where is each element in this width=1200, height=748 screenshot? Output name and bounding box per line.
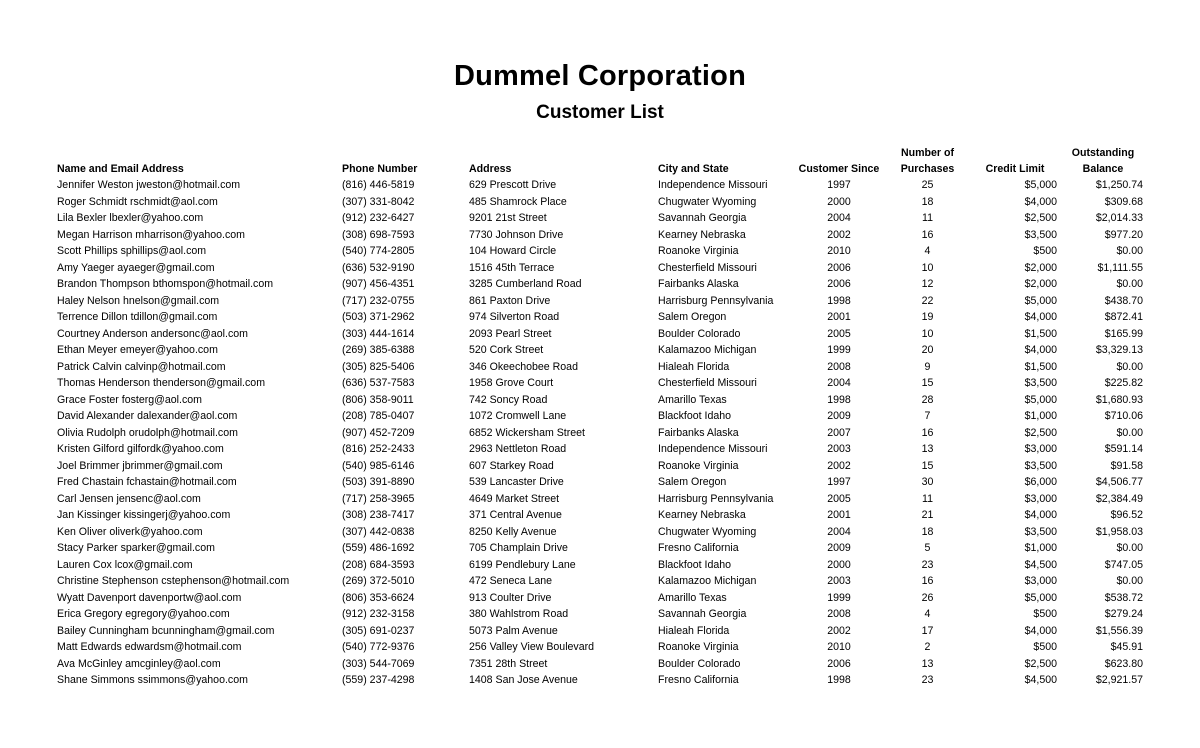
cell-purchases: 10 [921, 327, 934, 340]
cell-purchases: 18 [921, 195, 934, 208]
cell-customer-since: 2007 [827, 426, 851, 439]
cell-name: Shane Simmons ssimmons@yahoo.com [57, 674, 248, 686]
cell-name: Wyatt Davenport davenportw@aol.com [57, 591, 242, 604]
cell-balance: $438.70 [1104, 294, 1143, 307]
cell-credit-limit: $1,500 [1024, 327, 1057, 340]
cell-phone: (307) 331-8042 [342, 195, 415, 208]
cell-address: 974 Silverton Road [469, 311, 560, 323]
cell-phone: (307) 442-0838 [342, 525, 415, 538]
cell-city-state: Hialeah Florida [658, 360, 730, 373]
cell-city-state: Hialeah Florida [658, 624, 730, 637]
cell-customer-since: 2006 [827, 278, 851, 290]
cell-purchases: 4 [924, 608, 931, 620]
table-row [54, 359, 1146, 376]
cell-credit-limit: $5,000 [1024, 393, 1057, 406]
cell-credit-limit: $4,500 [1024, 674, 1057, 686]
cell-purchases: 22 [921, 294, 934, 307]
cell-phone: (305) 825-5406 [342, 360, 415, 373]
table-row [54, 441, 1146, 458]
cell-credit-limit: $2,500 [1024, 212, 1057, 224]
cell-city-state: Chugwater Wyoming [658, 195, 757, 208]
cell-balance: $977.20 [1104, 228, 1143, 241]
cell-city-state: Kalamazoo Michigan [658, 575, 757, 587]
cell-customer-since: 2002 [827, 624, 851, 637]
column-header-balance [1060, 145, 1146, 177]
cell-customer-since: 1999 [827, 591, 851, 604]
column-header-address: Address [469, 162, 512, 175]
column-header-since: Customer Since [798, 162, 880, 175]
cell-customer-since: 2005 [827, 492, 851, 505]
column-header-phone: Phone Number [342, 162, 418, 175]
cell-balance: $591.14 [1104, 443, 1143, 455]
cell-balance: $0.00 [1116, 426, 1143, 439]
cell-city-state: Independence Missouri [658, 179, 768, 191]
cell-phone: (912) 232-3158 [342, 608, 415, 620]
cell-address: 3285 Cumberland Road [469, 278, 582, 290]
table-row [54, 375, 1146, 392]
cell-phone: (303) 544-7069 [342, 657, 415, 670]
cell-customer-since: 2006 [827, 261, 851, 274]
cell-purchases: 11 [922, 212, 933, 224]
cell-credit-limit: $500 [1033, 641, 1057, 653]
cell-city-state: Salem Oregon [658, 476, 727, 488]
cell-address: 913 Coulter Drive [469, 591, 552, 604]
cell-phone: (540) 985-6146 [342, 459, 415, 472]
cell-customer-since: 2000 [827, 558, 851, 571]
cell-city-state: Harrisburg Pennsylvania [658, 294, 774, 307]
cell-phone: (636) 537-7583 [342, 377, 415, 389]
cell-purchases: 13 [921, 443, 934, 455]
table-header-row [54, 145, 1146, 177]
cell-credit-limit: $2,000 [1024, 278, 1057, 290]
cell-phone: (806) 358-9011 [342, 393, 414, 406]
cell-phone: (503) 391-8890 [342, 476, 415, 488]
cell-balance: $710.06 [1104, 410, 1143, 422]
cell-balance: $538.72 [1104, 591, 1143, 604]
cell-city-state: Roanoke Virginia [658, 641, 739, 653]
cell-customer-since: 2004 [827, 525, 851, 538]
cell-customer-since: 2005 [827, 327, 851, 340]
cell-credit-limit: $2,500 [1024, 426, 1057, 439]
cell-address: 1516 45th Terrace [469, 261, 555, 274]
cell-balance: $1,680.93 [1095, 393, 1143, 406]
cell-purchases: 26 [921, 591, 934, 604]
cell-balance: $3,329.13 [1095, 344, 1143, 356]
cell-balance: $2,014.33 [1095, 212, 1143, 224]
cell-name: Jan Kissinger kissingerj@yahoo.com [57, 509, 231, 521]
cell-credit-limit: $4,000 [1024, 195, 1057, 208]
cell-phone: (907) 456-4351 [342, 278, 415, 290]
cell-purchases: 16 [921, 228, 934, 241]
cell-purchases: 4 [924, 245, 931, 257]
cell-name: Lauren Cox lcox@gmail.com [57, 558, 193, 571]
table-row [54, 408, 1146, 425]
cell-purchases: 16 [921, 575, 934, 587]
cell-phone: (269) 385-6388 [342, 344, 415, 356]
column-header-purchases-line1: Number of [901, 147, 954, 159]
cell-purchases: 7 [924, 410, 931, 422]
cell-name: Ava McGinley amcginley@aol.com [57, 657, 221, 670]
cell-phone: (806) 353-6624 [342, 591, 415, 604]
column-header-credit: Credit Limit [985, 162, 1045, 175]
cell-phone: (912) 232-6427 [342, 212, 415, 224]
cell-name: Lila Bexler lbexler@yahoo.com [57, 212, 204, 224]
cell-credit-limit: $3,000 [1024, 443, 1057, 455]
cell-name: Matt Edwards edwardsm@hotmail.com [57, 641, 242, 653]
cell-customer-since: 2002 [827, 228, 851, 241]
cell-customer-since: 2003 [827, 575, 851, 587]
cell-purchases: 19 [921, 311, 934, 323]
cell-customer-since: 2001 [827, 311, 851, 323]
table-body [54, 177, 1146, 689]
cell-city-state: Kalamazoo Michigan [658, 344, 757, 356]
cell-credit-limit: $4,000 [1024, 344, 1057, 356]
cell-credit-limit: $1,000 [1024, 542, 1057, 554]
customer-table [54, 145, 1146, 689]
cell-name: Scott Phillips sphillips@aol.com [57, 245, 207, 257]
cell-purchases: 16 [921, 426, 934, 439]
cell-balance: $623.80 [1104, 657, 1143, 670]
cell-address: 2963 Nettleton Road [469, 443, 567, 455]
cell-credit-limit: $3,500 [1024, 228, 1057, 241]
cell-city-state: Boulder Colorado [658, 327, 741, 340]
cell-city-state: Kearney Nebraska [658, 509, 746, 521]
cell-purchases: 21 [921, 509, 934, 521]
table-row [54, 425, 1146, 442]
cell-name: Terrence Dillon tdillon@gmail.com [57, 311, 218, 323]
cell-credit-limit: $4,000 [1024, 624, 1057, 637]
cell-balance: $747.05 [1104, 558, 1143, 571]
cell-name: Fred Chastain fchastain@hotmail.com [57, 476, 237, 488]
cell-purchases: 17 [921, 624, 934, 637]
cell-credit-limit: $5,000 [1024, 591, 1057, 604]
page-subtitle: Customer List [536, 102, 664, 123]
cell-balance: $309.68 [1104, 195, 1143, 208]
cell-purchases: 23 [921, 674, 934, 686]
cell-purchases: 12 [921, 278, 934, 290]
cell-customer-since: 2001 [827, 509, 851, 521]
table-row [54, 491, 1146, 508]
cell-credit-limit: $3,500 [1024, 525, 1057, 538]
cell-purchases: 20 [921, 344, 934, 356]
cell-city-state: Fresno California [658, 542, 739, 554]
cell-city-state: Fairbanks Alaska [658, 426, 739, 439]
cell-name: Thomas Henderson thenderson@gmail.com [57, 377, 266, 389]
cell-credit-limit: $3,000 [1024, 492, 1057, 505]
cell-phone: (308) 698-7593 [342, 228, 415, 241]
cell-name: Erica Gregory egregory@yahoo.com [57, 608, 230, 620]
cell-credit-limit: $1,000 [1024, 410, 1057, 422]
cell-customer-since: 1997 [827, 179, 851, 191]
table-row [54, 392, 1146, 409]
cell-city-state: Roanoke Virginia [658, 245, 739, 257]
cell-balance: $96.52 [1110, 509, 1143, 521]
cell-phone: (308) 238-7417 [342, 509, 415, 521]
cell-balance: $225.82 [1104, 377, 1143, 389]
cell-purchases: 18 [921, 525, 934, 538]
cell-phone: (540) 772-9376 [342, 641, 415, 653]
cell-customer-since: 2009 [827, 542, 851, 554]
cell-address: 256 Valley View Boulevard [469, 641, 595, 653]
cell-name: Bailey Cunningham bcunningham@gmail.com [57, 624, 275, 637]
cell-purchases: 15 [921, 377, 934, 389]
cell-address: 6852 Wickersham Street [469, 426, 585, 439]
cell-address: 346 Okeechobee Road [469, 360, 578, 373]
cell-balance: $1,250.74 [1095, 179, 1143, 191]
column-header-city: City and State [658, 162, 729, 175]
cell-address: 705 Champlain Drive [469, 542, 568, 554]
cell-city-state: Kearney Nebraska [658, 228, 746, 241]
cell-phone: (269) 372-5010 [342, 575, 415, 587]
cell-city-state: Blackfoot Idaho [658, 558, 732, 571]
cell-name: Christine Stephenson cstephenson@hotmail.com [57, 575, 290, 587]
cell-phone: (208) 684-3593 [342, 558, 415, 571]
cell-city-state: Harrisburg Pennsylvania [658, 492, 774, 505]
cell-address: 539 Lancaster Drive [469, 476, 564, 488]
cell-address: 9201 21st Street [469, 212, 547, 224]
table-row [54, 590, 1146, 607]
cell-address: 7351 28th Street [469, 657, 548, 670]
cell-city-state: Chesterfield Missouri [658, 377, 757, 389]
cell-credit-limit: $1,500 [1024, 360, 1057, 373]
cell-city-state: Amarillo Texas [658, 393, 727, 406]
cell-customer-since: 2010 [827, 641, 851, 653]
table-row [54, 507, 1146, 524]
table-row [54, 672, 1146, 689]
cell-credit-limit: $4,000 [1024, 311, 1057, 323]
table-row [54, 639, 1146, 656]
cell-name: Ken Oliver oliverk@yahoo.com [57, 525, 203, 538]
cell-address: 8250 Kelly Avenue [469, 525, 557, 538]
cell-purchases: 5 [924, 542, 931, 554]
cell-address: 6199 Pendlebury Lane [469, 558, 576, 571]
table-row [54, 573, 1146, 590]
cell-customer-since: 2008 [827, 360, 851, 373]
cell-customer-since: 1997 [827, 476, 851, 488]
cell-city-state: Amarillo Texas [658, 591, 727, 604]
column-header-purchases-line2: Purchases [900, 162, 955, 175]
cell-address: 4649 Market Street [469, 492, 560, 505]
column-header-purchases [885, 145, 970, 177]
cell-phone: (503) 371-2962 [342, 311, 415, 323]
table-row [54, 656, 1146, 673]
table-row [54, 260, 1146, 277]
cell-address: 371 Central Avenue [469, 509, 562, 521]
cell-purchases: 28 [921, 393, 934, 406]
cell-address: 607 Starkey Road [469, 459, 554, 472]
cell-credit-limit: $2,000 [1024, 261, 1057, 274]
cell-name: Courtney Anderson andersonc@aol.com [57, 327, 248, 340]
cell-phone: (907) 452-7209 [342, 426, 415, 439]
cell-credit-limit: $5,000 [1024, 179, 1057, 191]
table-row [54, 194, 1146, 211]
cell-purchases: 30 [921, 476, 934, 488]
cell-name: Olivia Rudolph orudolph@hotmail.com [57, 426, 238, 439]
table-row [54, 524, 1146, 541]
cell-phone: (717) 258-3965 [342, 492, 415, 505]
cell-phone: (559) 486-1692 [342, 542, 415, 554]
cell-purchases: 9 [924, 360, 931, 373]
cell-city-state: Fairbanks Alaska [658, 278, 739, 290]
cell-address: 104 Howard Circle [469, 245, 557, 257]
cell-balance: $1,111.55 [1097, 261, 1143, 274]
cell-name: Amy Yaeger ayaeger@gmail.com [57, 261, 215, 274]
cell-city-state: Savannah Georgia [658, 608, 747, 620]
page-title: Dummel Corporation [454, 60, 746, 92]
cell-phone: (816) 446-5819 [342, 179, 415, 191]
cell-name: Carl Jensen jensenc@aol.com [57, 492, 201, 505]
cell-balance: $165.99 [1104, 327, 1143, 340]
table-row [54, 276, 1146, 293]
cell-customer-since: 2008 [827, 608, 851, 620]
cell-phone: (816) 252-2433 [342, 443, 415, 455]
cell-balance: $872.41 [1104, 311, 1143, 323]
table-row [54, 309, 1146, 326]
cell-customer-since: 2004 [827, 377, 851, 389]
cell-address: 485 Shamrock Place [469, 195, 567, 208]
cell-balance: $2,384.49 [1095, 492, 1143, 505]
cell-phone: (636) 532-9190 [342, 261, 415, 274]
cell-balance: $1,958.03 [1095, 525, 1143, 538]
cell-address: 861 Paxton Drive [469, 294, 551, 307]
cell-balance: $0.00 [1116, 360, 1143, 373]
cell-phone: (208) 785-0407 [342, 410, 415, 422]
cell-purchases: 13 [921, 657, 934, 670]
table-row [54, 177, 1146, 194]
cell-credit-limit: $3,000 [1024, 575, 1057, 587]
cell-city-state: Roanoke Virginia [658, 459, 739, 472]
cell-name: Brandon Thompson bthomspon@hotmail.com [57, 278, 274, 290]
cell-name: Kristen Gilford gilfordk@yahoo.com [57, 443, 224, 455]
cell-credit-limit: $4,500 [1024, 558, 1057, 571]
table-row [54, 243, 1146, 260]
table-row [54, 293, 1146, 310]
cell-name: Jennifer Weston jweston@hotmail.com [57, 179, 241, 191]
table-row [54, 606, 1146, 623]
table-row [54, 227, 1146, 244]
cell-customer-since: 1998 [827, 294, 851, 307]
cell-balance: $4,506.77 [1095, 476, 1143, 488]
cell-city-state: Chugwater Wyoming [658, 525, 757, 538]
cell-balance: $45.91 [1110, 641, 1143, 653]
cell-balance: $279.24 [1104, 608, 1143, 620]
cell-purchases: 23 [921, 558, 934, 571]
cell-customer-since: 2002 [827, 459, 851, 472]
cell-city-state: Blackfoot Idaho [658, 410, 732, 422]
cell-credit-limit: $3,500 [1024, 377, 1057, 389]
table-row [54, 474, 1146, 491]
cell-address: 742 Soncy Road [469, 393, 548, 406]
cell-city-state: Chesterfield Missouri [658, 261, 757, 274]
column-header-balance-line1: Outstanding [1071, 147, 1135, 159]
cell-name: Ethan Meyer emeyer@yahoo.com [57, 344, 218, 356]
cell-address: 2093 Pearl Street [469, 327, 552, 340]
cell-credit-limit: $6,000 [1024, 476, 1057, 488]
cell-customer-since: 1999 [827, 344, 851, 356]
cell-purchases: 10 [921, 261, 934, 274]
cell-customer-since: 2004 [827, 212, 851, 224]
cell-name: Patrick Calvin calvinp@hotmail.com [57, 360, 226, 373]
cell-customer-since: 1998 [827, 393, 851, 406]
cell-phone: (540) 774-2805 [342, 245, 415, 257]
cell-name: Joel Brimmer jbrimmer@gmail.com [57, 459, 223, 472]
cell-name: Megan Harrison mharrison@yahoo.com [57, 228, 245, 241]
table-row [54, 557, 1146, 574]
table-row [54, 458, 1146, 475]
cell-credit-limit: $2,500 [1024, 657, 1057, 670]
cell-phone: (305) 691-0237 [342, 624, 415, 637]
cell-phone: (559) 237-4298 [342, 674, 415, 686]
cell-customer-since: 2010 [827, 245, 851, 257]
cell-purchases: 25 [921, 179, 934, 191]
cell-address: 520 Cork Street [469, 344, 544, 356]
column-header-name: Name and Email Address [57, 162, 184, 175]
cell-name: Grace Foster fosterg@aol.com [57, 393, 202, 406]
cell-phone: (303) 444-1614 [342, 327, 415, 340]
cell-city-state: Savannah Georgia [658, 212, 747, 224]
cell-credit-limit: $3,500 [1024, 459, 1057, 472]
cell-balance: $0.00 [1116, 245, 1143, 257]
cell-credit-limit: $5,000 [1024, 294, 1057, 307]
cell-city-state: Fresno California [658, 674, 739, 686]
table-row [54, 540, 1146, 557]
cell-address: 1408 San Jose Avenue [469, 674, 578, 686]
cell-address: 1958 Grove Court [469, 377, 554, 389]
cell-credit-limit: $500 [1033, 608, 1057, 620]
cell-address: 7730 Johnson Drive [469, 228, 564, 241]
cell-customer-since: 2003 [827, 443, 851, 455]
cell-credit-limit: $500 [1033, 245, 1057, 257]
table-row [54, 326, 1146, 343]
cell-purchases: 2 [924, 641, 931, 653]
cell-customer-since: 2006 [827, 657, 851, 670]
cell-name: Haley Nelson hnelson@gmail.com [57, 294, 220, 307]
cell-balance: $0.00 [1116, 278, 1143, 290]
cell-purchases: 15 [921, 459, 934, 472]
cell-address: 629 Prescott Drive [469, 179, 557, 191]
cell-city-state: Independence Missouri [658, 443, 768, 455]
cell-name: Roger Schmidt rschmidt@aol.com [57, 195, 218, 208]
cell-city-state: Salem Oregon [658, 311, 727, 323]
cell-customer-since: 2009 [827, 410, 851, 422]
cell-address: 5073 Palm Avenue [469, 624, 558, 637]
cell-address: 472 Seneca Lane [469, 575, 553, 587]
cell-balance: $1,556.39 [1095, 624, 1143, 637]
cell-address: 380 Wahlstrom Road [469, 608, 569, 620]
cell-purchases: 11 [922, 492, 933, 505]
table-row [54, 342, 1146, 359]
cell-balance: $91.58 [1110, 459, 1143, 472]
cell-address: 1072 Cromwell Lane [469, 410, 567, 422]
cell-city-state: Boulder Colorado [658, 657, 741, 670]
cell-phone: (717) 232-0755 [342, 294, 415, 307]
cell-customer-since: 2000 [827, 195, 851, 208]
cell-balance: $0.00 [1116, 575, 1143, 587]
cell-balance: $0.00 [1116, 542, 1143, 554]
table-row [54, 623, 1146, 640]
cell-credit-limit: $4,000 [1024, 509, 1057, 521]
column-header-balance-line2: Balance [1082, 162, 1124, 175]
table-row [54, 210, 1146, 227]
cell-customer-since: 1998 [827, 674, 851, 686]
cell-name: Stacy Parker sparker@gmail.com [57, 542, 215, 554]
cell-balance: $2,921.57 [1095, 674, 1143, 686]
cell-name: David Alexander dalexander@aol.com [57, 410, 238, 422]
